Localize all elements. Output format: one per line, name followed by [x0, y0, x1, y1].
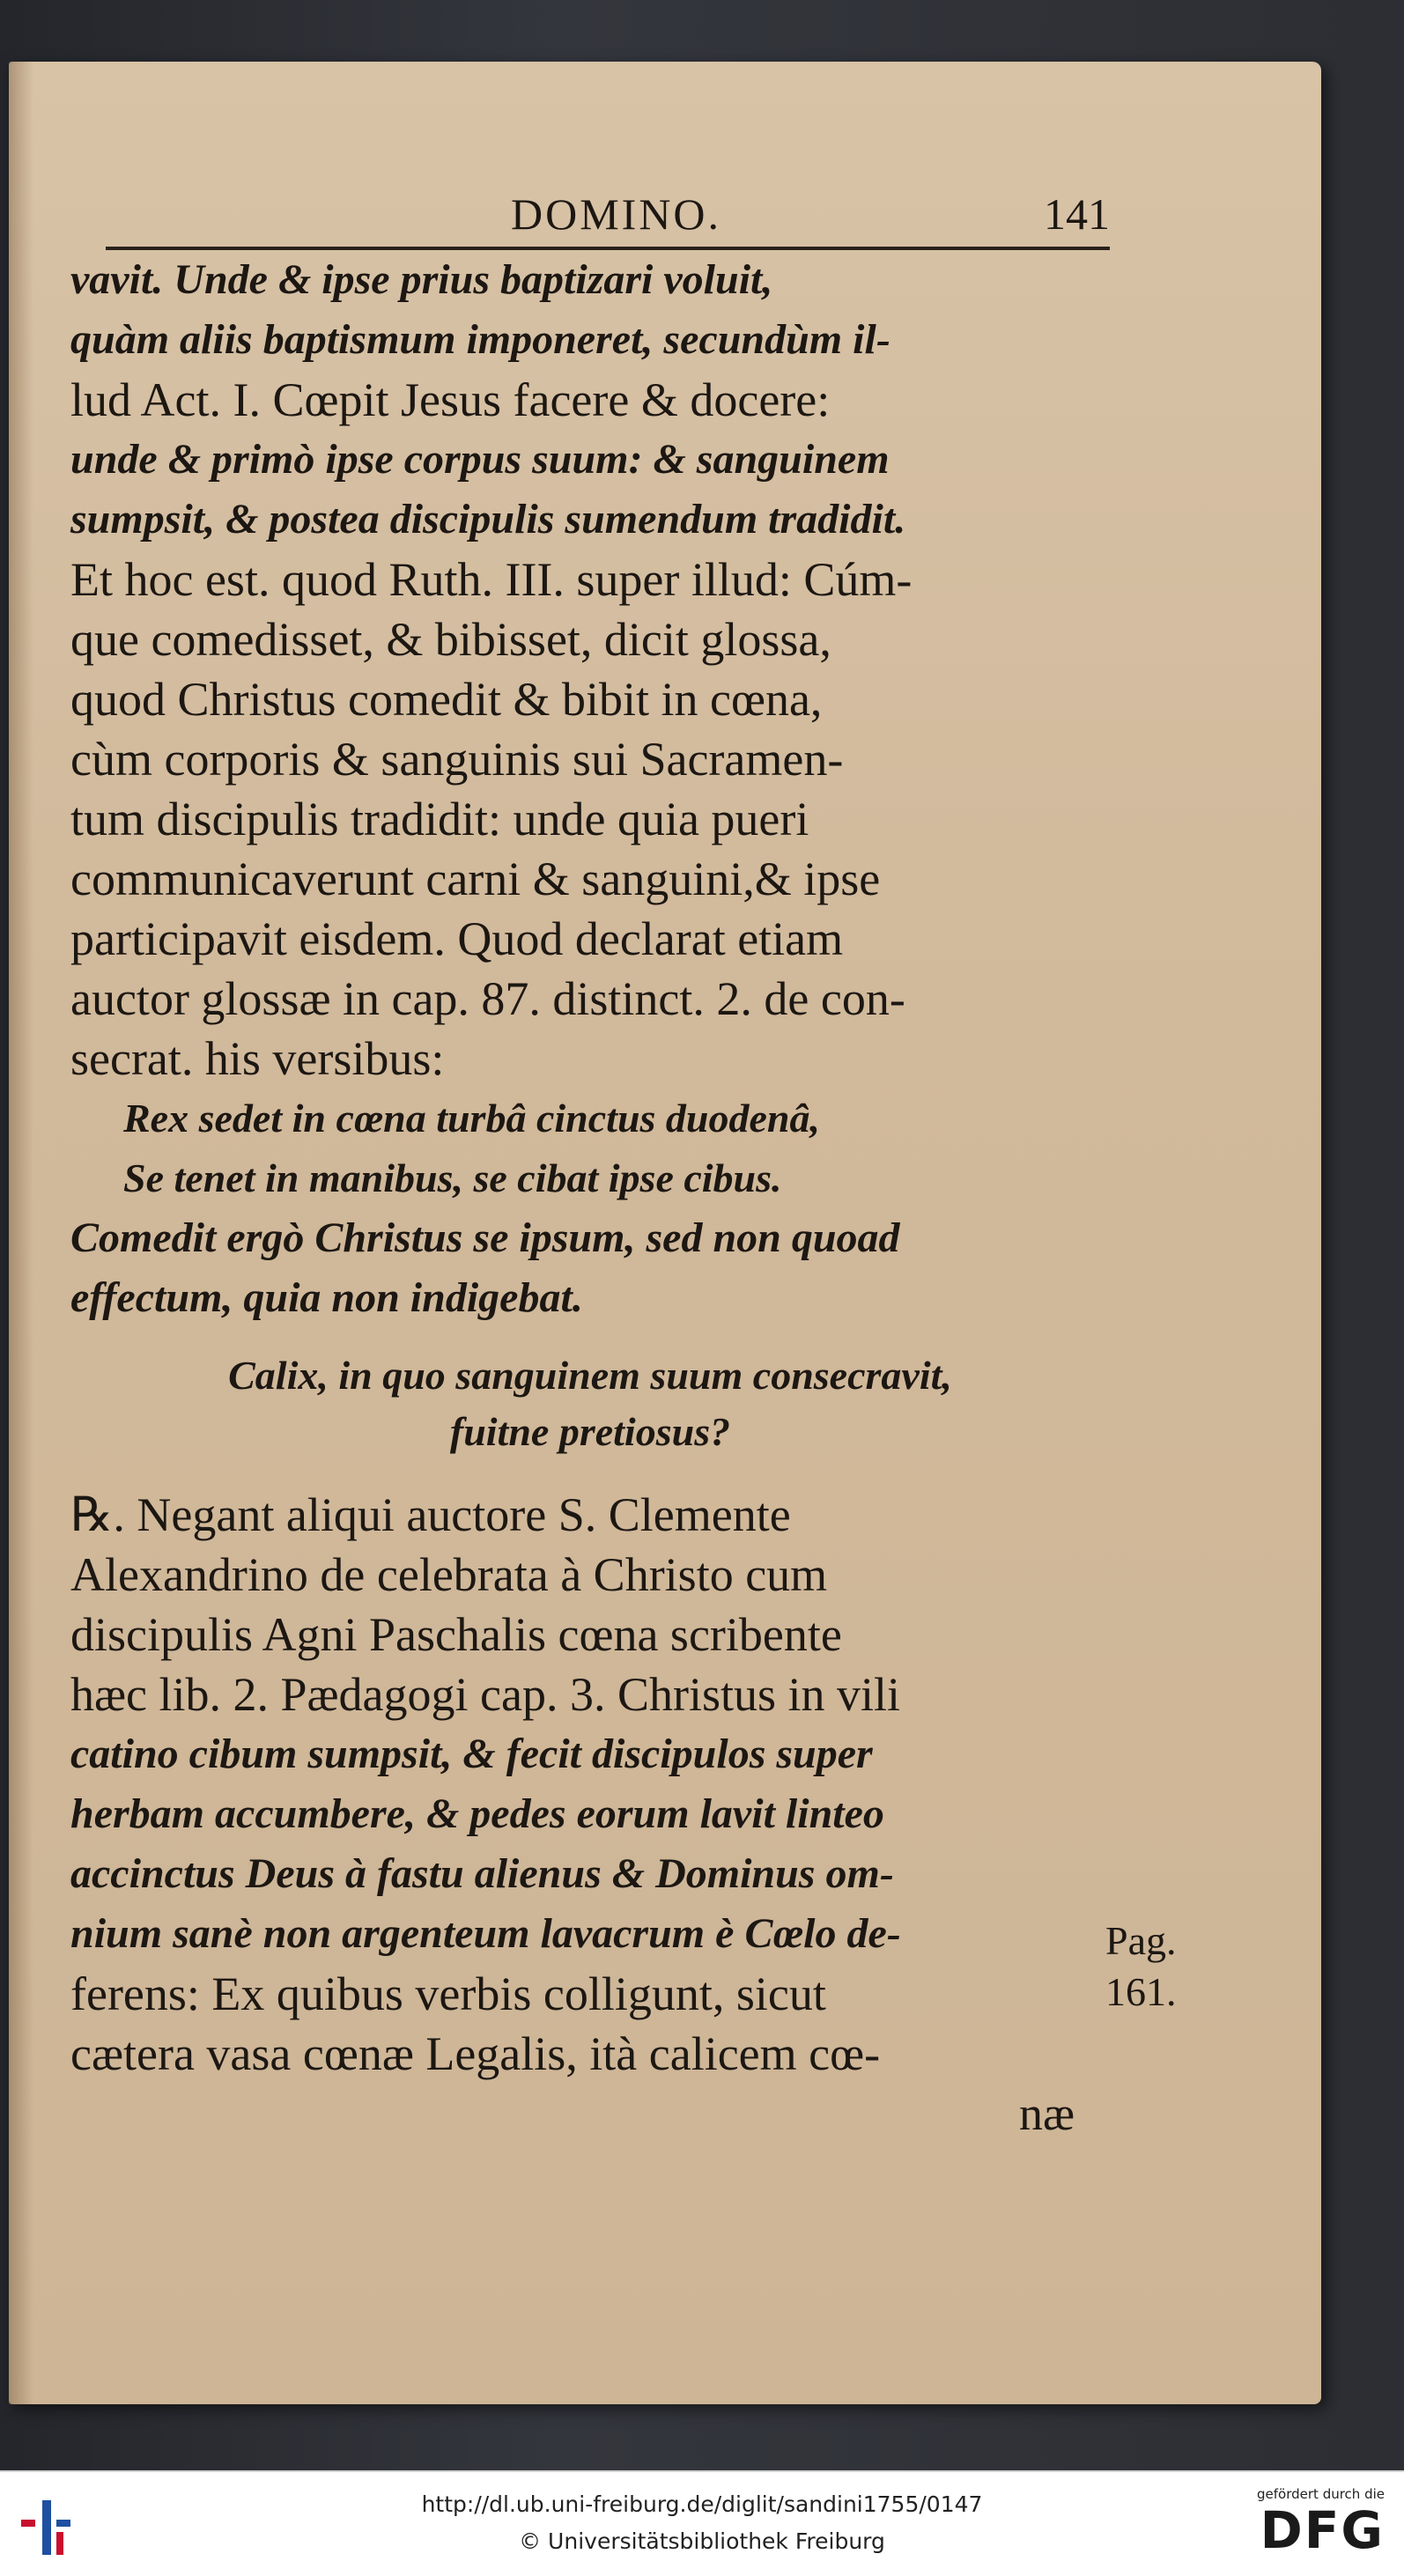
text-line: Alexandrino de celebrata à Christo cum — [70, 1548, 828, 1601]
text-line: sumpsit, & postea discipulis sumendum tradidit. — [70, 496, 906, 543]
text-line: Comedit ergò Christus se ipsum, sed non quoad — [70, 1214, 900, 1261]
text-line: effectum, quia non indigebat. — [70, 1274, 583, 1321]
text-line: cætera vasa cœnæ Legalis, ità calicem cœ- — [70, 2027, 881, 2080]
text-line: herbam accumbere, & pedes eorum lavit linteo — [70, 1790, 884, 1837]
verse-commentary — [70, 1208, 1110, 1328]
funding-notice — [1208, 2486, 1385, 2558]
text-line: hæc lib. 2. Pædagogi cap. 3. Christus in vili — [70, 1668, 900, 1721]
section-heading — [70, 1347, 1110, 1460]
verse-block — [70, 1089, 1110, 1208]
text-line: lud Act. I. Cœpit Jesus facere & docere: — [70, 373, 831, 426]
margin-note — [1105, 1915, 1177, 2018]
catchword: næ — [1018, 2087, 1075, 2140]
text-line: que comedisset, & bibisset, dicit glossa, — [70, 613, 831, 666]
text-line: Se tenet in manibus, se cibat ipse cibus. — [123, 1155, 782, 1200]
text-line: fuitne pretiosus? — [449, 1409, 731, 1454]
text-line: quàm aliis baptismum imponeret, secundùm il- — [70, 316, 890, 363]
text-line: cùm corporis & sanguinis sui Sacramen- — [70, 733, 844, 786]
text-line: Rex sedet in cœna turbâ cinctus duodenâ, — [123, 1096, 821, 1140]
book-page — [9, 62, 1321, 2404]
text-line: catino cibum sumpsit, & fecit discipulos super — [70, 1731, 873, 1777]
text-line: tum discipulis tradidit: unde quia pueri — [70, 793, 809, 845]
funding-caption: gefördert durch die — [1257, 2486, 1385, 2502]
text-line: Calix, in quo sanguinem suum consecravit, — [228, 1353, 952, 1398]
margin-note-line: 161. — [1105, 1969, 1177, 2014]
dfg-logo: DFG — [1260, 2500, 1385, 2560]
permalink-url[interactable]: http://dl.ub.uni-freiburg.de/diglit/sandini1755/0147 — [421, 2491, 983, 2517]
copyright-notice: © Universitätsbibliothek Freiburg — [519, 2528, 885, 2554]
text-line: discipulis Agni Paschalis cœna scribente — [70, 1608, 842, 1661]
page-text-block — [70, 185, 1110, 2144]
running-title: DOMINO. — [511, 189, 722, 239]
text-line: auctor glossæ in cap. 87. distinct. 2. de con- — [70, 972, 905, 1025]
text-line: secrat. his versibus: — [70, 1032, 445, 1085]
text-line: nium sanè non argenteum lavacrum è Cœlo de- — [70, 1910, 901, 1957]
text-line: vavit. Unde & ipse prius baptizari voluit, — [70, 256, 773, 303]
margin-note-line: Pag. — [1105, 1918, 1177, 1963]
page-number: 141 — [1044, 189, 1110, 239]
running-header — [106, 185, 1110, 250]
text-line: communicaverunt carni & sanguini,& ipse — [70, 853, 881, 905]
text-line: ferens: Ex quibus verbis colligunt, sicut — [70, 1967, 826, 2020]
answer-paragraph — [70, 1485, 1110, 2084]
text-line: ℞. Negant aliqui auctore S. Clemente — [70, 1488, 791, 1541]
footer-bar — [0, 2470, 1404, 2576]
text-line: Et hoc est. quod Ruth. III. super illud: Cúm- — [70, 553, 913, 606]
text-line: quod Christus comedit & bibit in cœna, — [70, 673, 823, 726]
text-line: accinctus Deus à fastu alienus & Dominus om- — [70, 1850, 894, 1897]
text-line: unde & primò ipse corpus suum: & sanguinem — [70, 436, 890, 483]
paragraph-1 — [70, 250, 1110, 1089]
text-line: participavit eisdem. Quod declarat etiam — [70, 912, 844, 965]
